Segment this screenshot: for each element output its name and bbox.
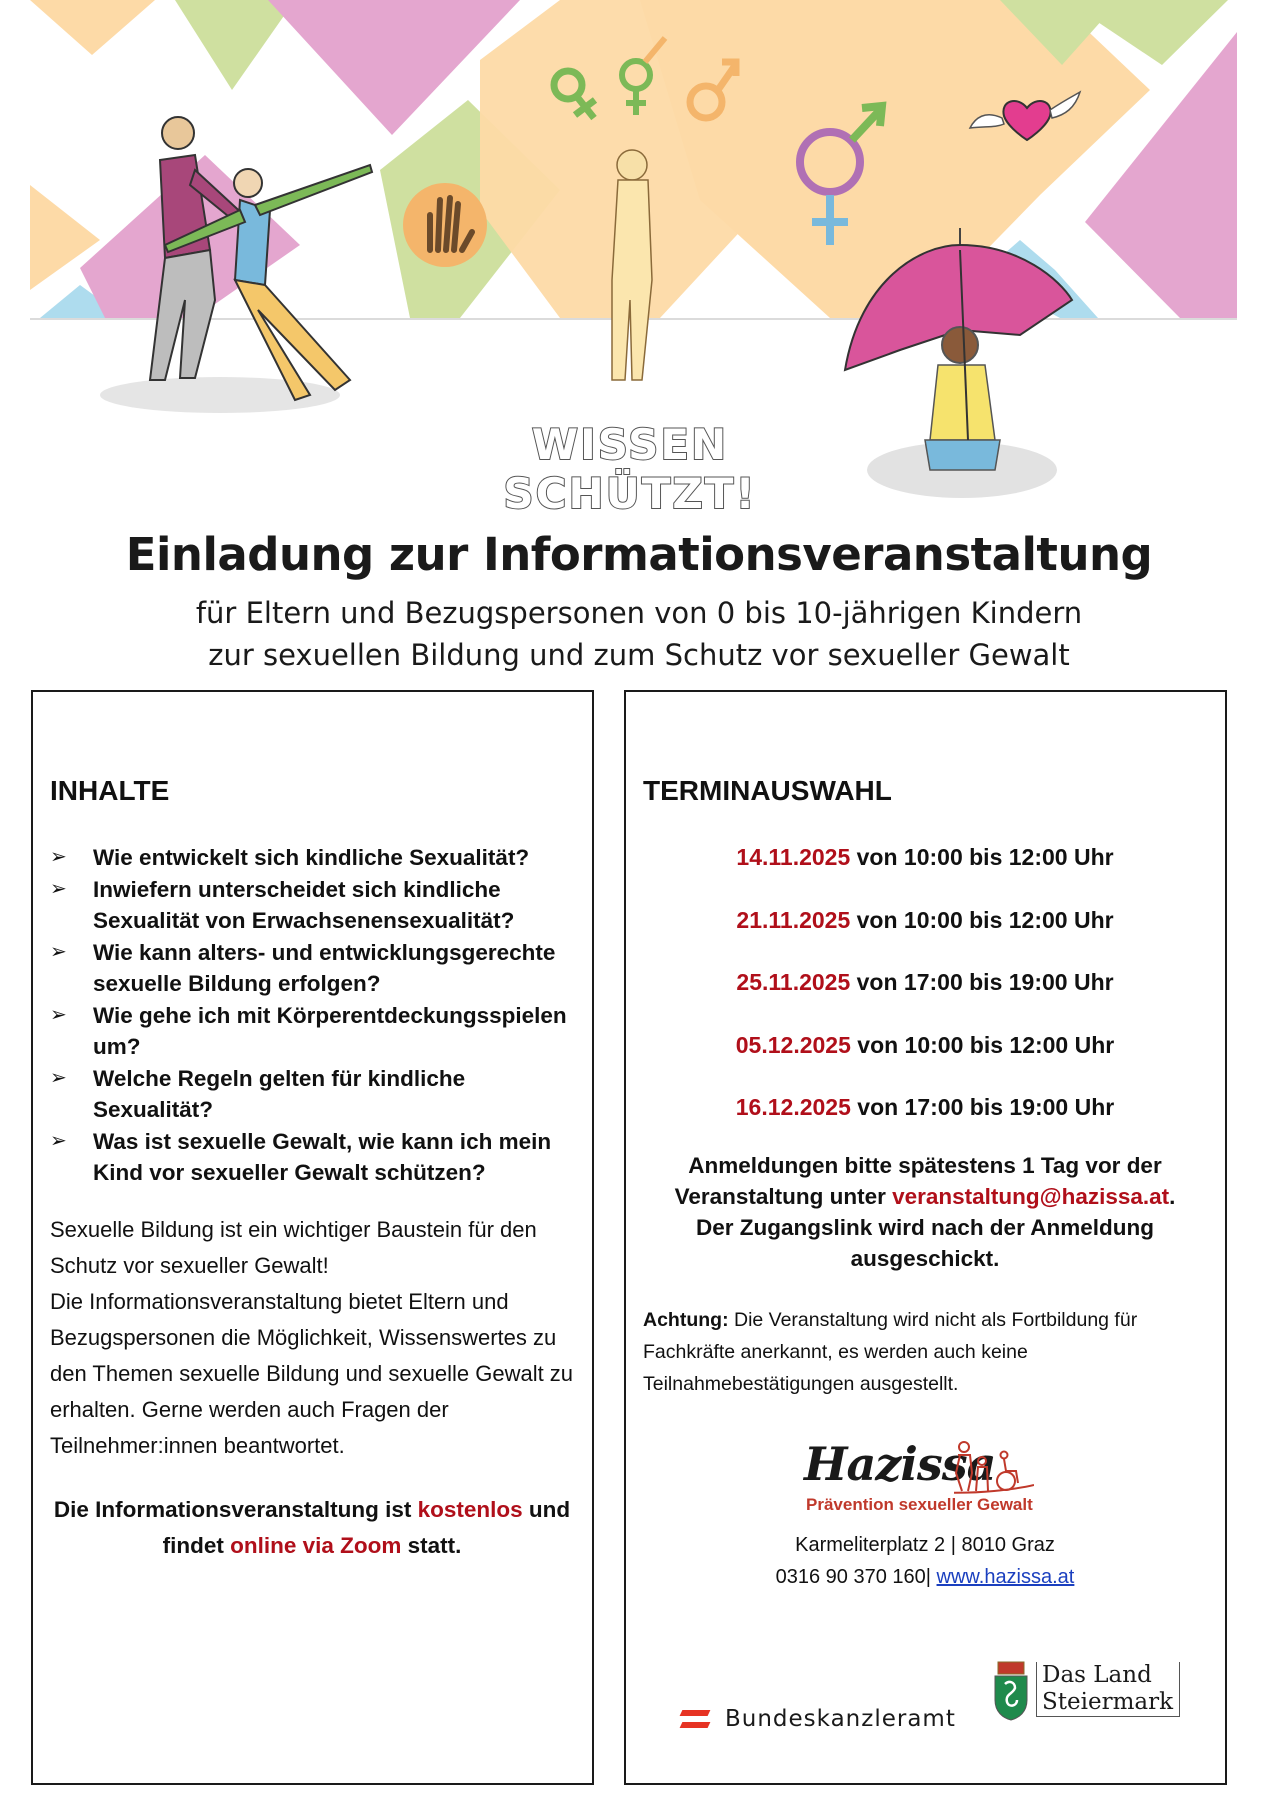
- contact-line: [626, 1566, 1224, 1589]
- bundeskanzleramt-logo: [681, 1704, 956, 1734]
- free-online-note: Die Informationsveranstaltung ist kostenlos und findet online via Zoom statt.: [53, 1497, 571, 1558]
- hazissa-logo: [796, 1437, 1061, 1517]
- hero-illustration: [0, 0, 1278, 520]
- subtitle-line-1: für Eltern und Bezugspersonen von 0 bis 10-jährigen Kindern: [195, 596, 1083, 630]
- attention-label: Achtung:: [643, 1309, 729, 1331]
- description-paragraph: [50, 1212, 590, 1464]
- contents-box: [31, 690, 594, 1785]
- contents-heading: INHALTE: [50, 775, 170, 806]
- description-body: Die Informationsveranstaltung bietet Eltern und Bezugspersonen die Möglichkeit, Wissenswertes zu den Themen sexuelle Bildung und sexuelle Gewalt zu erhalten. Gerne werden auch Fragen der Teilnehmer:innen beantwortet.: [50, 1289, 574, 1458]
- topics-list: [50, 842, 580, 1189]
- date-option: 05.12.2025 von 10:00 bis 12:00 Uhr: [735, 1031, 1115, 1058]
- date-option: 25.11.2025 von 17:00 bis 19:00 Uhr: [736, 969, 1114, 995]
- dates-box: [624, 690, 1227, 1785]
- arrow-bullet-icon: ➢: [50, 1129, 67, 1152]
- arrow-bullet-icon: ➢: [50, 1003, 67, 1026]
- steiermark-logo: [991, 1660, 1191, 1726]
- subtitle-line-2: zur sexuellen Bildung und zum Schutz vor sexueller Gewalt: [208, 638, 1070, 672]
- tagline: WISSEN SCHÜTZT!: [503, 420, 757, 518]
- registration-email-link[interactable]: veranstaltung@hazissa.at: [892, 1184, 1170, 1209]
- date-option: 16.12.2025 von 17:00 bis 19:00 Uhr: [735, 1094, 1115, 1120]
- format-highlight: online via Zoom: [230, 1533, 402, 1558]
- dates-heading: TERMINAUSWAHL: [643, 775, 892, 806]
- topic-item: ➢ Wie gehe ich mit Körperentdeckungsspielen um?: [50, 1000, 580, 1063]
- description-intro: Sexuelle Bildung ist ein wichtiger Baustein für den Schutz vor sexueller Gewalt!: [50, 1217, 537, 1278]
- arrow-bullet-icon: ➢: [50, 1066, 67, 1089]
- date-option: 21.11.2025 von 10:00 bis 12:00 Uhr: [736, 906, 1114, 933]
- arrow-bullet-icon: ➢: [50, 940, 67, 963]
- austria-flag-icon: [681, 1710, 709, 1728]
- page-title: Einladung zur Informationsveranstaltung: [125, 528, 1153, 581]
- steiermark-label: Das Land Steiermark: [1036, 1662, 1180, 1717]
- phone-number: 0316 90 370 160|: [775, 1566, 937, 1588]
- family-figures-icon: [954, 1441, 1034, 1497]
- attention-note: Achtung: Die Veranstaltung wird nicht als Fortbildung für Fachkräfte anerkannt, es werden auch keine Teilnahmebestätigungen ausgestellt.: [643, 1309, 1138, 1395]
- date-list: [626, 837, 1224, 1150]
- address: Karmeliterplatz 2 | 8010 Graz: [795, 1534, 1055, 1556]
- hazissa-tagline: Prävention sexueller Gewalt: [806, 1495, 1033, 1514]
- hazissa-wordmark: Hazissa: [804, 1437, 996, 1491]
- raised-hand-icon: [403, 183, 487, 267]
- topic-item: ➢ Wie entwickelt sich kindliche Sexualität?: [50, 842, 580, 874]
- bundeskanzleramt-label: Bundeskanzleramt: [725, 1706, 956, 1732]
- topic-item: ➢ Welche Regeln gelten für kindliche Sexualität?: [50, 1063, 580, 1126]
- registration-info: Anmeldungen bitte spätestens 1 Tag vor der Veranstaltung unter veranstaltung@hazissa.at. Der Zugangslink wird nach der Anmeldung ausgeschickt.: [674, 1153, 1176, 1271]
- arrow-bullet-icon: ➢: [50, 846, 67, 868]
- date-option: 14.11.2025 von 10:00 bis 12:00 Uhr: [736, 844, 1114, 870]
- arrow-bullet-icon: ➢: [50, 877, 67, 900]
- topic-item: ➢ Was ist sexuelle Gewalt, wie kann ich mein Kind vor sexueller Gewalt schützen?: [50, 1126, 580, 1189]
- styria-coat-of-arms-icon: [991, 1660, 1031, 1722]
- topic-item: ➢ Inwiefern unterscheidet sich kindliche Sexualität von Erwachsenensexualität?: [50, 874, 580, 937]
- cost-highlight: kostenlos: [417, 1497, 523, 1522]
- standing-child-figure: [612, 150, 652, 380]
- website-link[interactable]: www.hazissa.at: [936, 1566, 1075, 1588]
- topic-item: ➢ Wie kann alters- und entwicklungsgerechte sexuelle Bildung erfolgen?: [50, 937, 580, 1000]
